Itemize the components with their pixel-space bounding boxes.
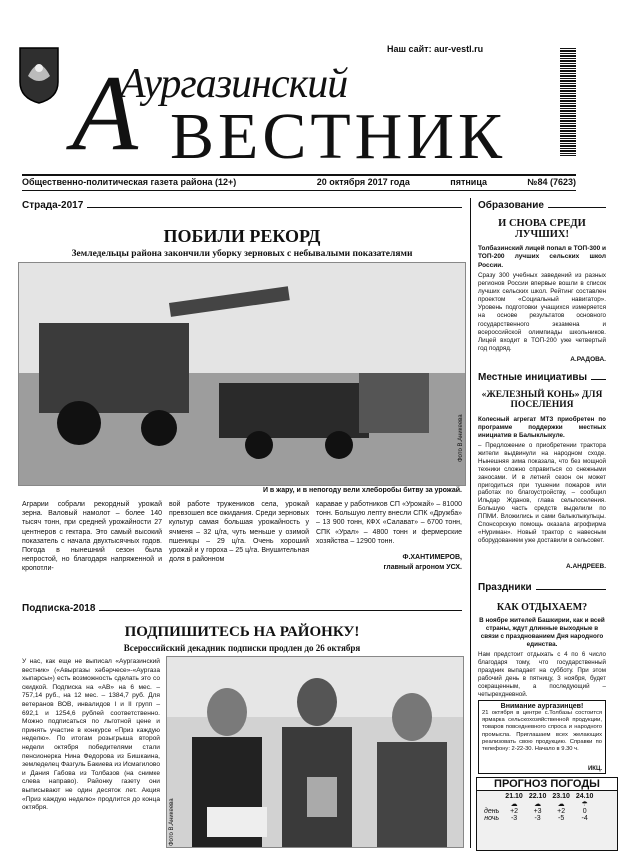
holidays-headline: КАК ОТДЫХАЕМ? (496, 602, 588, 613)
education-body: Сразу 300 учебных заведений из разных регионов России впервые вошли в список лучших сельских школ. Рейтинг составлен проектом «Социальный навигатор». Уровень подготовки учащихся измеряется на основе результатов основного государственного экзамена и всероссийской олимпиады школьников. Лицей входит в ТОП-200 уже четвертый год подряд. (478, 272, 606, 352)
holidays-lead: В ноябре жителей Башкирии, как и всей страны, ждут длинные выходные в связи с празднованием Дня народного единства. (479, 617, 605, 648)
subtitle-group (22, 177, 236, 187)
logo-big-letter: А (72, 54, 138, 173)
rain-icon: ☂ (581, 801, 588, 808)
notice-box (478, 700, 606, 774)
subscribe-headline: ПОДПИШИТЕСЬ НА РАЙОНКУ! (124, 624, 360, 640)
initiatives-lead: Колесный агрегат МТЗ приобретен по программе поддержки местных инициатив в Балыклыкуле. (478, 416, 606, 439)
weather-day-temp: +3 (533, 808, 542, 815)
lead-column-2: вой работе тружеников села, урожай превзошел все ожидания. Среди зерновых культур самая большая урожайность у ячменя – 32 ц/га, чуть меньше у озимой пшеницы – 29 ц/га. Очень хороший урожай и у гороха – 25 ц/га. Внушительная доля в районном (169, 501, 309, 564)
lead-photo-credit: Фото В.Аникеева (458, 414, 464, 462)
education-lead: Толбазинский лицей попал в ТОП-300 и ТОП-200 лучших сельских школ России. (478, 245, 607, 269)
lead-author: Ф.ХАНТИМЕРОВ, (402, 554, 462, 561)
cloud-icon: ☁ (557, 801, 565, 808)
subscribers-photo (166, 656, 464, 848)
info-bar (22, 177, 576, 187)
subscribe-subhead: Всероссийский декадник подписки продлен до 26 октября (123, 643, 361, 653)
weather-night-temp: -4 (581, 815, 588, 822)
education-author: А.РАДОВА. (570, 356, 606, 363)
weather-day-temp: 0 (582, 808, 587, 815)
age-rating: (12+) (215, 177, 237, 187)
weather-date: 24.10 (575, 793, 594, 800)
lead-photo-caption: И в жару, и в непогоду вели хлеборобы битву за урожай. (262, 487, 462, 494)
section-tag-education: Образование (478, 200, 548, 211)
issue-date: 20 октября 2017 года (316, 177, 410, 187)
weather-box (476, 777, 618, 851)
logo-title-bottom: ВЕСТНИК (170, 100, 507, 173)
weather-night-temp: -3 (510, 815, 518, 822)
barcode (560, 48, 576, 156)
lead-column-1: Аграрии собрали рекордный урожай зерна. Валовый намолот – более 140 тысяч тонн, при средней урожайности 27 центнеров с гектара. Это самый высокий показатель с начала двухтысячных годов. Погода в нынешний сезон была непростой, но благодаря напряженной и кропотли- (22, 501, 162, 573)
weather-day-temp: +2 (557, 808, 566, 815)
site-url: Наш сайт: aur-vestl.ru (387, 44, 484, 54)
weather-date: 22.10 (528, 793, 547, 800)
district-emblem (18, 46, 60, 104)
initiatives-author: А.АНДРЕЕВ. (565, 563, 606, 570)
lead-subhead: Земледельцы района закончили уборку зерновых с небывалыми показателями (71, 249, 413, 259)
lead-headline: ПОБИЛИ РЕКОРД (163, 226, 321, 246)
weather-night-temp: -3 (534, 815, 541, 822)
notice-author: ИКЦ. (587, 766, 602, 772)
logo-title-top: Аургазинский (120, 61, 348, 107)
initiatives-body: – Предложение о приобретении трактора жители выдвинули на народном сходе. Нынешняя зима показала, что без мощной техники сложно справиться со снежными заносами. И в летний сезон он может пригодиться при тушении пожаров или работах по благоустройству, – сообщил Ильдар Жданов, глава сельпоселения. Большую часть средств выделили по ППМИ. Вложились и сами балыклыкульцы. Спонсорскую помощь оказала агрофирма «Нуриман». Новый трактор с навесным оборудованием уже доставили в сельсовет. (478, 442, 606, 544)
notice-title: Внимание аургазинцев! (500, 703, 584, 710)
issue-weekday: пятница (450, 177, 487, 187)
weather-date: 23.10 (552, 793, 570, 800)
weather-date: 21.10 (505, 793, 523, 800)
lead-column-3: каравае у работников СП «Урожай» – 81000 тонн. Большую лепту внесли СПК «Дружба» – 13 900 тонн, КФХ «Салават» – 6700 тонн, СПК «Урал» – 4800 тонн и фермерские хозяйства – 12900 тонн. (316, 501, 462, 545)
harvest-photo (18, 262, 466, 486)
notice-body: 21 октября в центре с.Толбазы состоится ярмарка сельскохозяйственной продукции, товаров повседневного спроса и народного промысла. Приглашаем всех желающих реализовать свою продукцию. Справки по телефону: 2-22-30. Начало в 9.30 ч. (482, 710, 602, 753)
cloud-icon: ☁ (534, 801, 542, 808)
section-tag-harvest: Страда-2017 (22, 200, 87, 211)
education-headline: И СНОВА СРЕДИ ЛУЧШИХ! (498, 218, 586, 240)
cloud-sun-icon: ☁ (510, 801, 518, 808)
holidays-body: Нам предстоит отдыхать с 4 по 6 число благодаря тому, что государственный праздник выпадает на субботу. При этом рабочий день в пятницу, 3 ноября, будет сокращенным, а последующий – четырехдневной. (478, 651, 606, 698)
lead-author-title: главный агроном УСХ. (383, 564, 462, 571)
issue-number: №84 (7623) (527, 177, 576, 187)
weather-night-temp: -5 (558, 815, 565, 822)
weather-title: ПРОГНОЗ ПОГОДЫ (477, 778, 617, 791)
section-tag-subscription: Подписка-2018 (22, 603, 99, 614)
weather-day-temp: +2 (510, 808, 519, 815)
subscribe-body: У нас, как еще не выписал «Аургазинский вестник» («Авыргазы хәбәрчесе»-«Аургаза хыпарсы») есть возможность сделать это со скидкой. Подписка на «АВ» на 6 мес. – 757,14 руб., на 12 мес. – 1384,7 руб. Для ветеранов ВОВ, инвалидов I и II групп – 692,1 и 1254,6 рублей соответственно. Можно подписаться по льготной цене и принять участие в конкурсе «Приз каждую неделю». По итогам розыгрыша второй недели октября победителями стали пенсионерка Нина Федорова из Бишкаина, земледелец Фазгуль Бакиева из Исмагилово и Дания Габова из Толбазов (на снимке слева направо). Районку газету они выписывают не один десяток лет. Акция «Приз каждую неделю» продлится до конца октября. (22, 658, 160, 812)
weather-row-night: ночь (484, 815, 500, 822)
section-tag-holidays: Праздники (478, 582, 536, 593)
subscribe-photo-credit: Фото В.Аникеева (169, 798, 175, 846)
initiatives-headline: «ЖЕЛЕЗНЫЙ КОНЬ» ДЛЯ ПОСЕЛЕНИЯ (481, 390, 603, 410)
weather-table (481, 793, 596, 822)
paper-subtitle: Общественно-политическая газета района (22, 177, 213, 187)
section-tag-initiatives: Местные инициативы (478, 372, 591, 383)
weather-row-day: день (484, 808, 500, 815)
